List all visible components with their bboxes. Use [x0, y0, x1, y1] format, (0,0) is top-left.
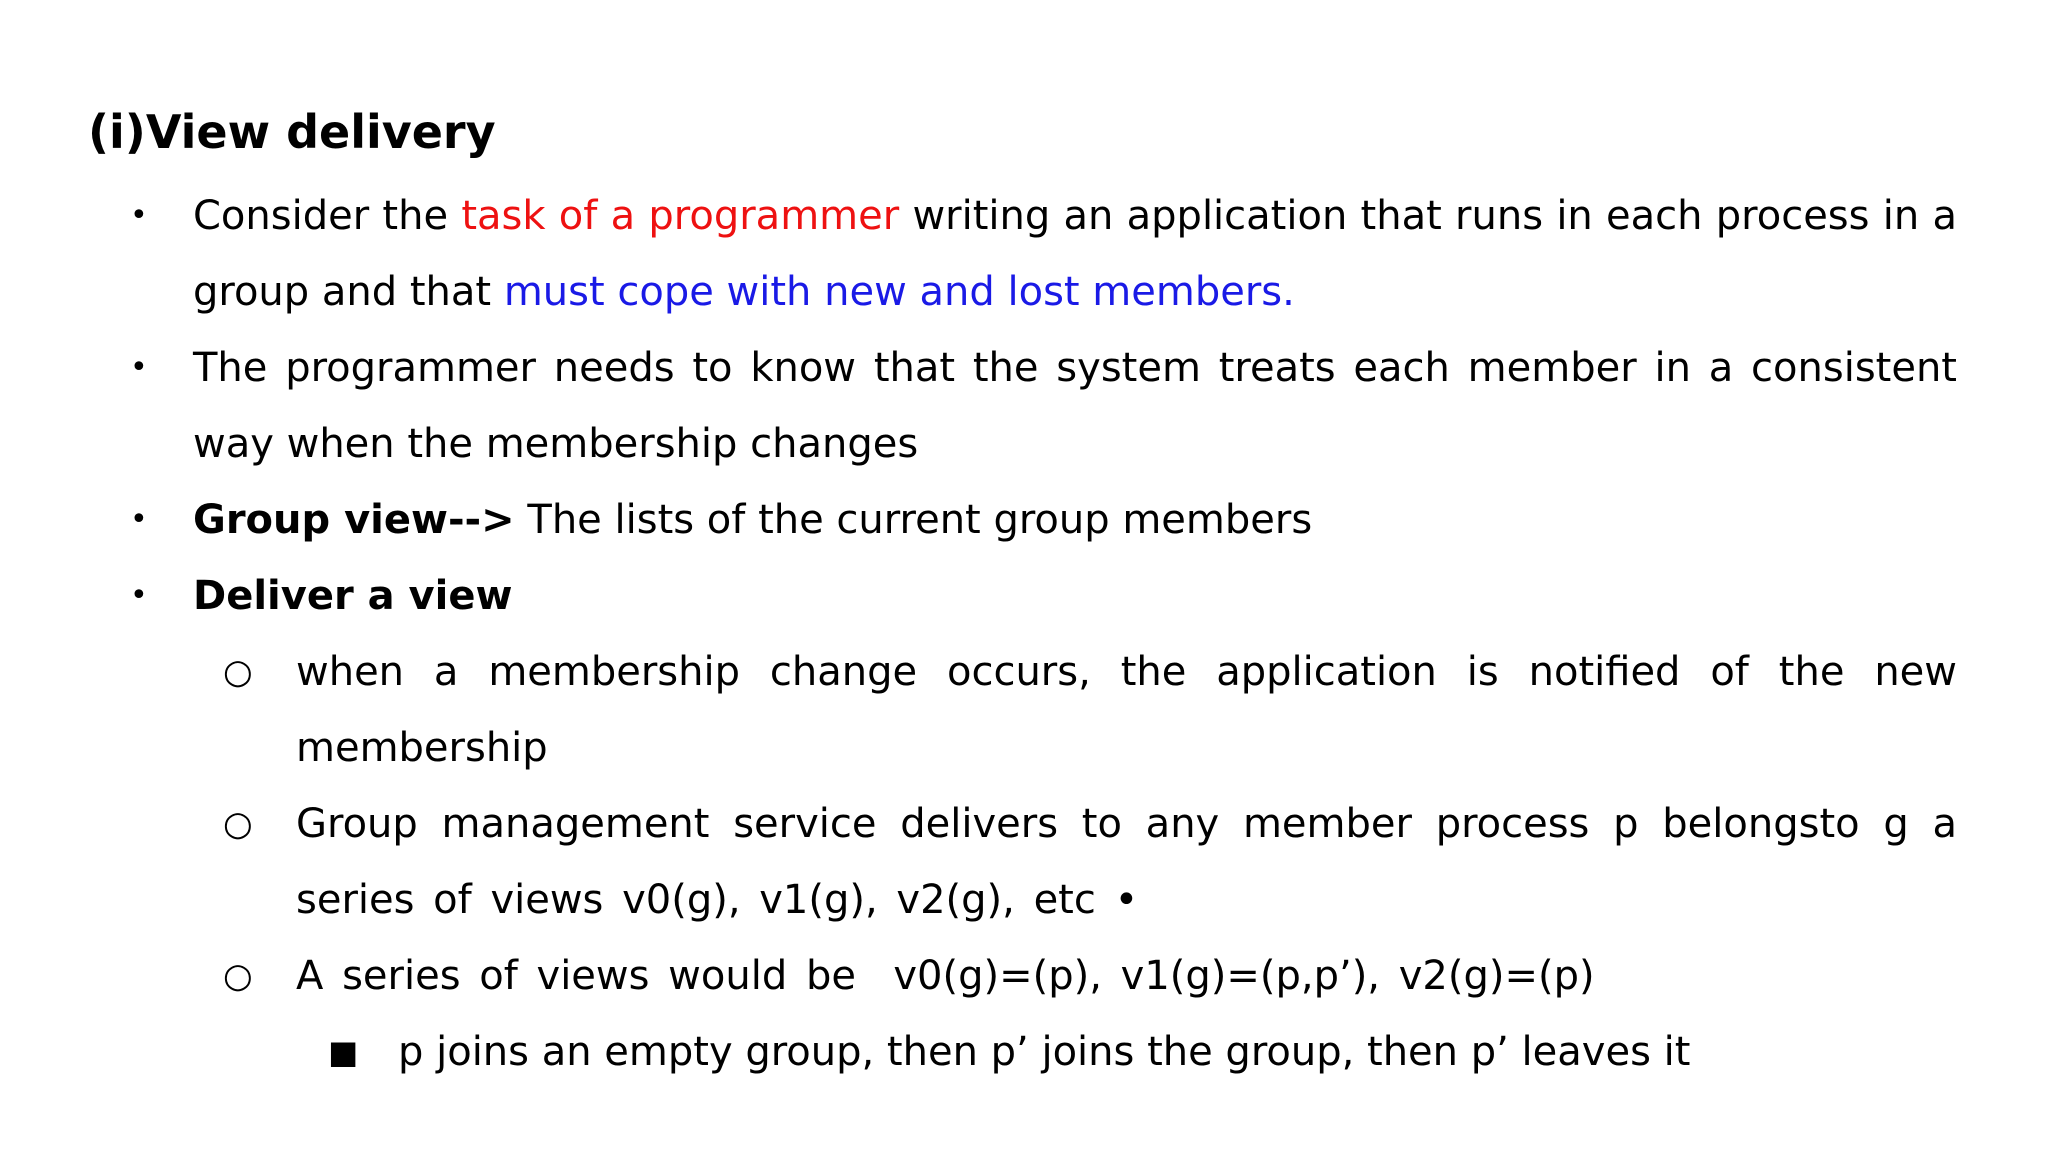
sub-sub-bullet-text: p joins an empty group, then p’ joins the group, then p’ leaves it [398, 1029, 1691, 1075]
bullet-list [0, 178, 2048, 1090]
bullet-item-group-view [130, 482, 1957, 558]
bullet-dot-icon: • [130, 198, 148, 233]
bullet-dot-icon: • [130, 350, 148, 385]
bullet-square-icon: ■ [328, 1033, 359, 1071]
sub-bullet-text: when a membership change occurs, the application is notified of the new membership [296, 649, 1957, 771]
bold-term: Group view--> [193, 497, 515, 543]
bold-term: Deliver a view [193, 573, 513, 619]
bullet-item-deliver-view [130, 558, 1957, 634]
bullet-dot-icon: • [130, 578, 148, 613]
sub-bullet-item [223, 938, 1957, 1014]
bullet-dot-icon: • [130, 502, 148, 537]
bullet-text: The lists of the current group members [514, 497, 1313, 543]
bullet-text: The programmer needs to know that the system treats each member in a consistent way when the membership changes [193, 345, 1957, 467]
sub-bullet-text: A series of views would be v0(g)=(p), v1(g)=(p,p’), v2(g)=(p) [296, 953, 1595, 999]
highlight-blue-text: must cope with new and lost members. [503, 269, 1295, 315]
sub-bullet-text: Group management service delivers to any member process p belongsto g a series of views v0(g), v1(g), v2(g), etc • [296, 801, 1957, 923]
bullet-item-consistency [130, 330, 1957, 482]
sub-bullet-item [223, 786, 1957, 938]
bullet-circle-icon: ○ [223, 652, 253, 692]
bullet-text: writing an application that runs in each process in a group and that [193, 193, 1957, 315]
highlight-red-text: task of a programmer [461, 193, 900, 239]
bullet-text: Consider the [193, 193, 462, 239]
slide-title: (i)View delivery [88, 105, 496, 159]
sub-bullet-item [223, 634, 1957, 786]
sub-sub-bullet-item [328, 1014, 1957, 1090]
bullet-circle-icon: ○ [223, 804, 253, 844]
bullet-item-programmer-task [130, 178, 1957, 330]
bullet-circle-icon: ○ [223, 956, 253, 996]
